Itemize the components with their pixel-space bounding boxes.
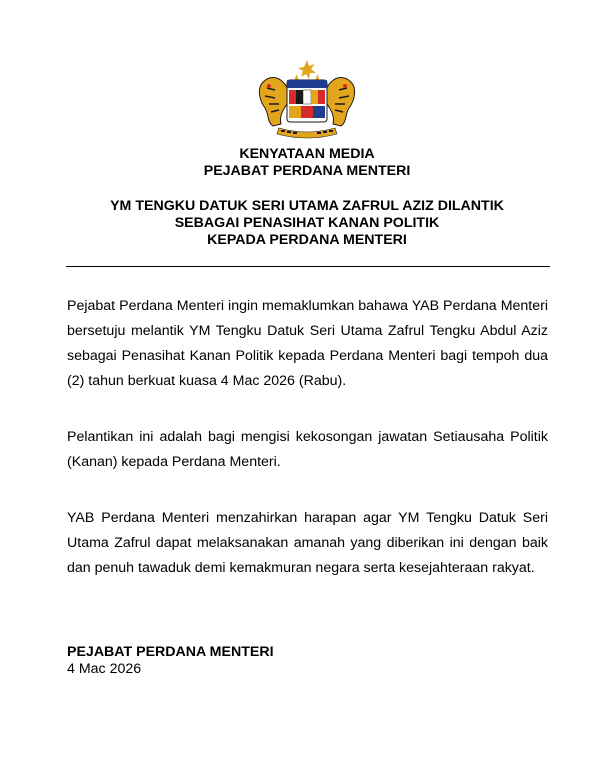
signature-organization: PEJABAT PERDANA MENTERI <box>67 644 274 660</box>
body-paragraph-2: Pelantikan ini adalah bagi mengisi kekosongan jawatan Setiausaha Politik (Kanan) kepada Perdana Menteri. <box>67 429 548 470</box>
heading-issuing-office: PEJABAT PERDANA MENTERI <box>203 163 411 179</box>
title-line-3: KEPADA PERDANA MENTERI <box>207 232 407 248</box>
coat-of-arms-icon <box>253 60 361 140</box>
signature-date: 4 Mac 2026 <box>67 661 142 677</box>
body-paragraph-1: Pejabat Perdana Menteri ingin memaklumkan bahawa YAB Perdana Menteri bersetuju melantik YM Tengku Datuk Seri Utama Zafrul Tengku Abdul Aziz sebagai Penasihat Kanan Politik kepada Perdana Menteri bagi tempoh dua (2) tahun berkuat kuasa 4 Mac 2026 (Rabu). <box>67 298 548 389</box>
heading-kenyataan-media: KENYATAAN MEDIA <box>239 146 375 162</box>
body-paragraph-3: YAB Perdana Menteri menzahirkan harapan agar YM Tengku Datuk Seri Utama Zafrul dapat melaksanakan amanah yang diberikan ini dengan baik dan penuh tawaduk demi kemakmuran negara serta kesejahteraan rakyat. <box>67 510 548 576</box>
title-line-1: YM TENGKU DATUK SERI UTAMA ZAFRUL AZIZ DILANTIK <box>110 198 504 214</box>
horizontal-divider <box>66 266 550 267</box>
title-line-2: SEBAGAI PENASIHAT KANAN POLITIK <box>174 215 440 231</box>
